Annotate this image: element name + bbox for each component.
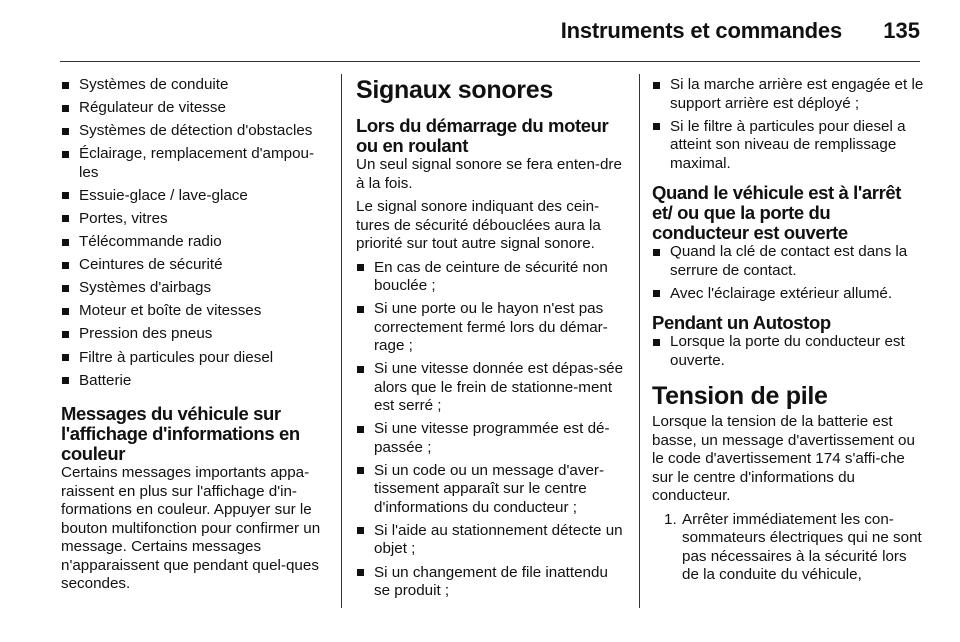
list-item: En cas de ceinture de sécurité non bouclée ; <box>356 259 626 296</box>
parked-conditions-list <box>652 243 926 303</box>
list-item: Éclairage, remplacement d'ampou-les <box>61 145 329 182</box>
column-2 <box>356 76 626 605</box>
list-item: Filtre à particules pour diesel <box>61 349 329 368</box>
list-item: Batterie <box>61 372 329 391</box>
list-item: Systèmes de conduite <box>61 76 329 95</box>
chapter-title: Instruments et commandes <box>560 18 842 43</box>
subheading-engine-start: Lors du démarrage du moteur ou en roulant <box>356 115 609 156</box>
list-item: Lorsque la porte du conducteur est ouverte. <box>652 333 926 370</box>
list-item: Systèmes d'airbags <box>61 279 329 298</box>
battery-voltage-paragraph: Lorsque la tension de la batterie est basse, un message d'avertissement ou le code d'avertissement 174 s'affi-che sur le centre d'informations du conducteur. <box>652 413 915 505</box>
subheading-autostop: Pendant un Autostop <box>652 312 831 334</box>
list-item: Systèmes de détection d'obstacles <box>61 122 329 141</box>
list-item: Avec l'éclairage extérieur allumé. <box>652 285 926 304</box>
list-item: Si l'aide au stationnement détecte un objet ; <box>356 522 626 559</box>
topic-list <box>61 76 329 390</box>
list-item: Pression des pneus <box>61 325 329 344</box>
list-item: Portes, vitres <box>61 210 329 229</box>
list-item: Si une vitesse donnée est dépas-sée alors que le frein de stationne-ment est serré ; <box>356 360 626 416</box>
chimes-paragraph-2: Le signal sonore indiquant des cein-tures de sécurité débouclées aura la priorité sur tout autre signal sonore. <box>356 198 601 252</box>
chimes-paragraph-1: Un seul signal sonore se fera enten-dre à la fois. <box>356 156 622 192</box>
column-3 <box>652 76 926 585</box>
vehicle-messages-paragraph: Certains messages importants appa-raissent en plus sur l'affichage d'in-formations en couleur. Appuyer sur le bouton multifonction pour confirmer un message. Certains messages n'apparaissent que pendant quel-ques secondes. <box>61 464 321 593</box>
autostop-conditions-list <box>652 333 926 370</box>
chime-conditions-list-continued <box>652 76 926 173</box>
list-item: Si un changement de file inattendu se produit ; <box>356 564 626 601</box>
battery-steps-list <box>652 511 926 585</box>
list-item: Si un code ou un message d'aver-tissement apparaît sur le centre d'informations du conducteur ; <box>356 462 626 518</box>
column-1 <box>61 76 329 594</box>
list-item: Essuie-glace / lave-glace <box>61 187 329 206</box>
column-divider-1 <box>341 74 342 608</box>
chime-conditions-list <box>356 259 626 601</box>
page-number: 135 <box>883 18 920 43</box>
list-item: Moteur et boîte de vitesses <box>61 302 329 321</box>
list-item: Si une porte ou le hayon n'est pas correctement fermé lors du démar-rage ; <box>356 300 626 356</box>
list-item: Si la marche arrière est engagée et le support arrière est déployé ; <box>652 76 926 113</box>
list-item: Quand la clé de contact est dans la serrure de contact. <box>652 243 926 280</box>
step-number: 1. <box>664 510 677 528</box>
list-item: Si une vitesse programmée est dé-passée ; <box>356 420 626 457</box>
list-item: Régulateur de vitesse <box>61 99 329 118</box>
list-item: Télécommande radio <box>61 233 329 252</box>
section-title-battery-voltage: Tension de pile <box>652 382 828 411</box>
page-header <box>0 0 960 60</box>
section-title-warning-chimes: Signaux sonores <box>356 76 553 104</box>
section-heading-vehicle-messages: Messages du véhicule sur l'affichage d'informations en couleur <box>61 403 300 465</box>
list-item: Si le filtre à particules pour diesel a atteint son niveau de remplissage maximal. <box>652 118 926 174</box>
step-text: Arrêter immédiatement les con-sommateurs électriques qui ne sont pas nécessaires à la sécurité lors de la conduite du véhicule, <box>682 510 922 584</box>
subheading-vehicle-parked: Quand le véhicule est à l'arrêt et/ ou que la porte du conducteur est ouverte <box>652 182 902 244</box>
list-item: Ceintures de sécurité <box>61 256 329 275</box>
column-divider-2 <box>639 74 640 608</box>
list-item <box>652 511 926 585</box>
header-rule <box>60 61 920 62</box>
